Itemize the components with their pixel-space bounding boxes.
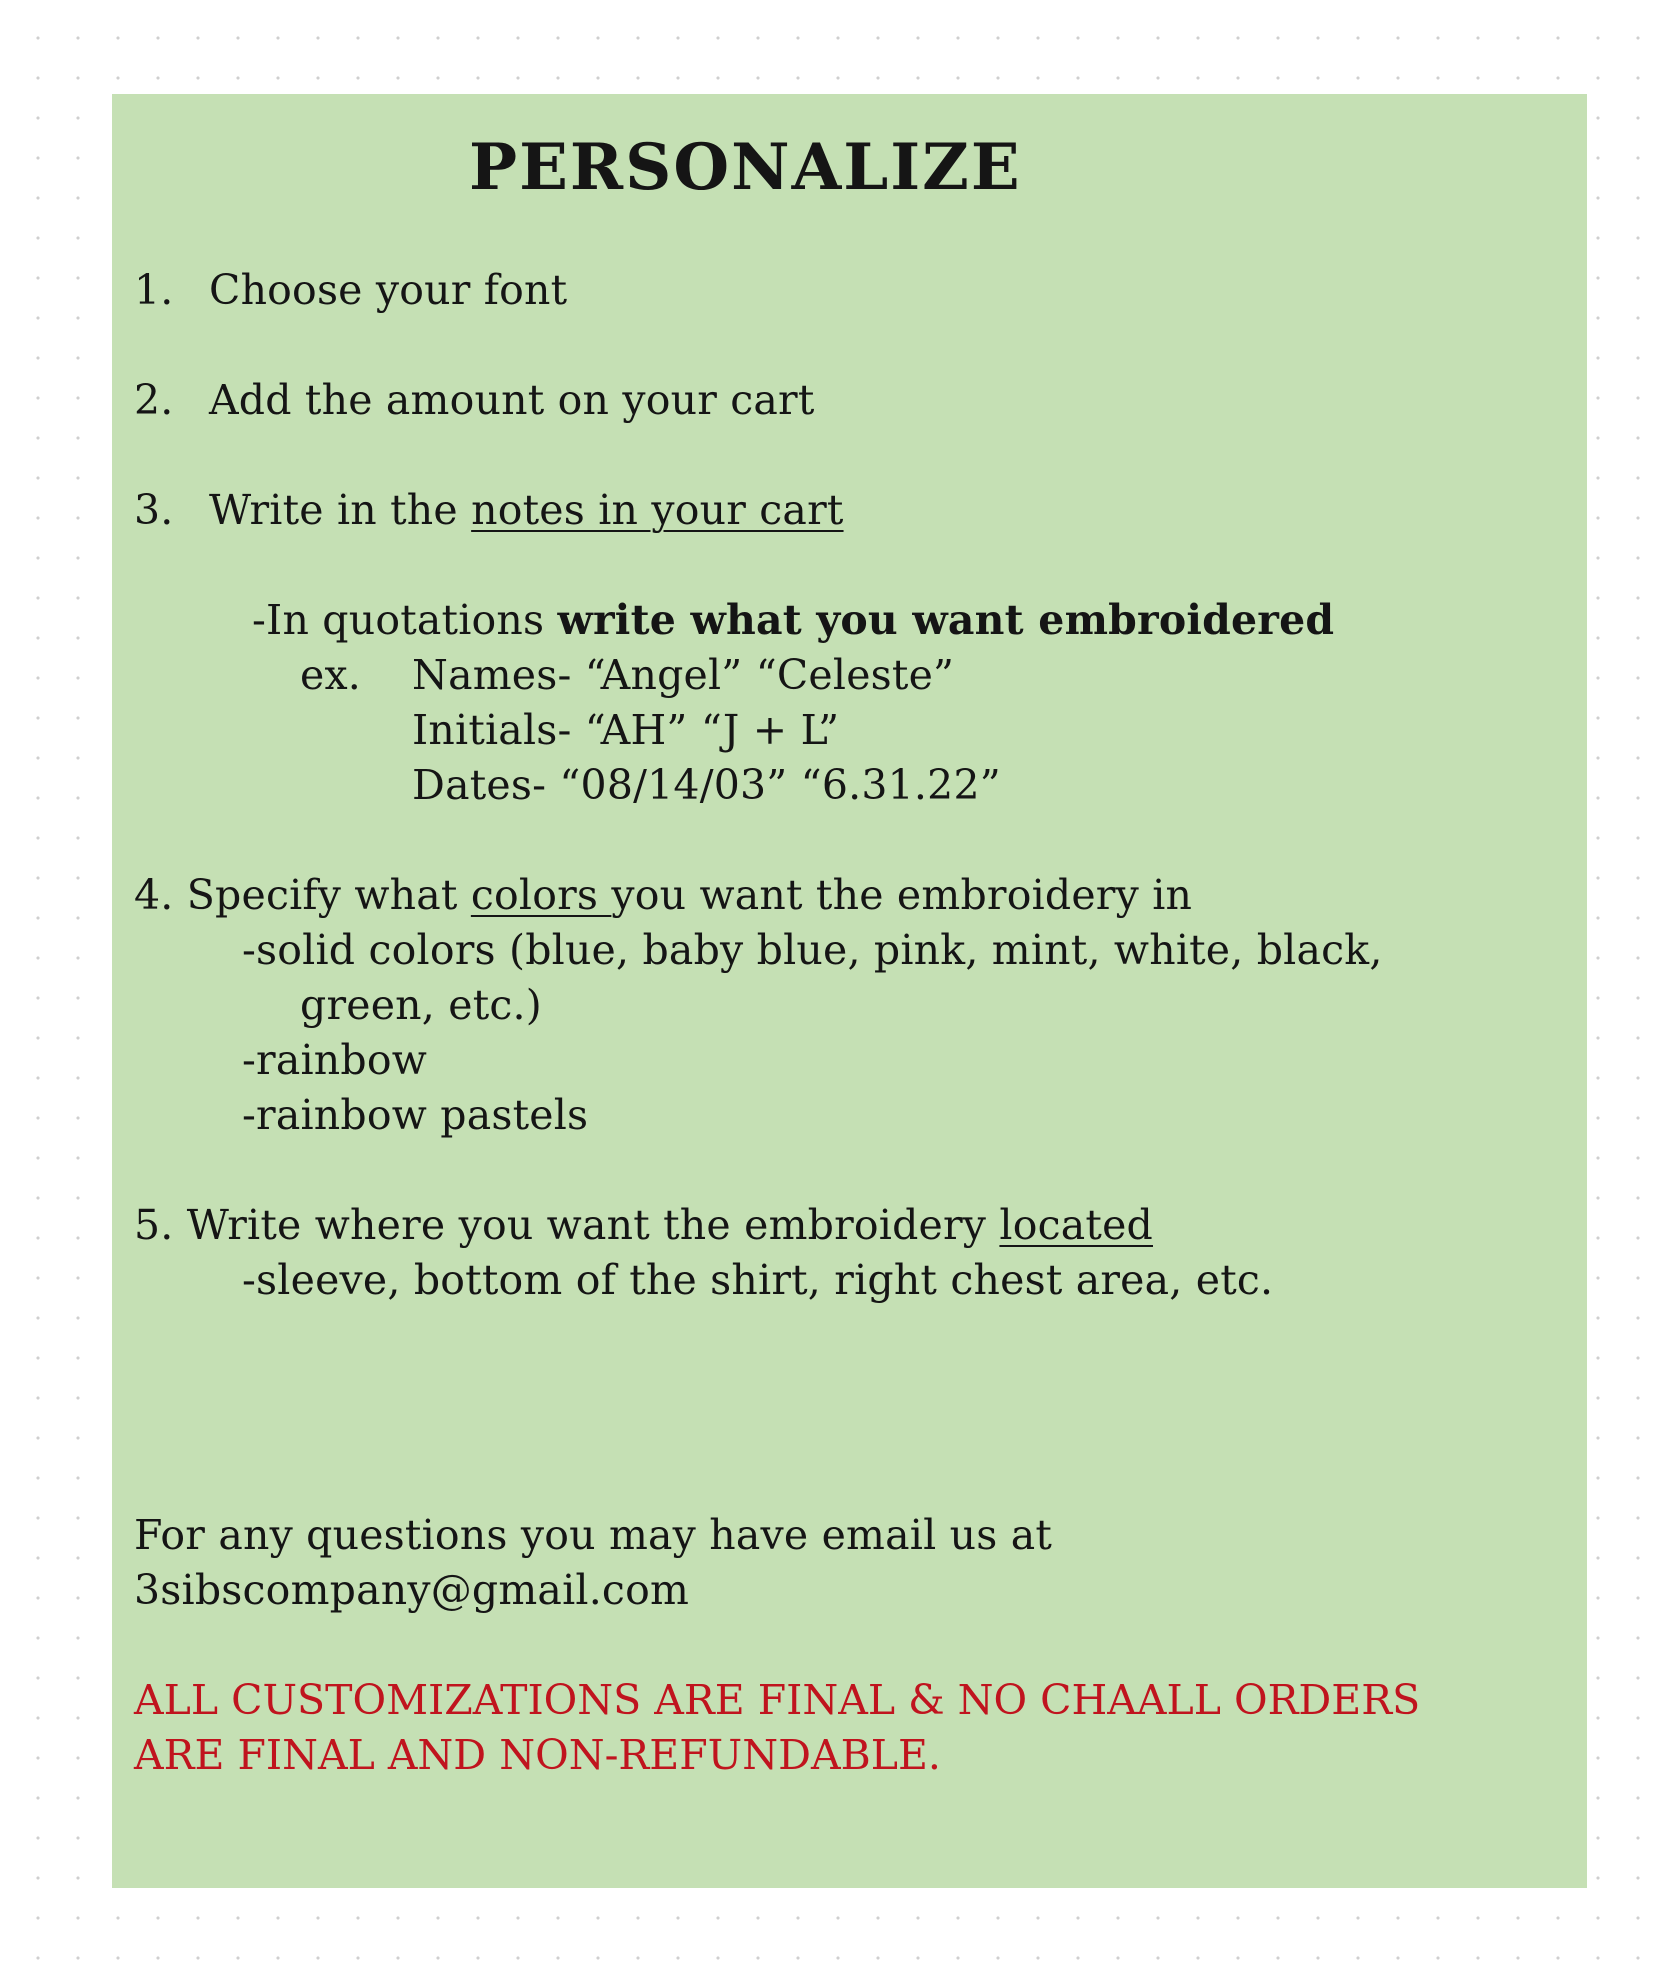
step-2-text: Add the amount on your cart [209,376,815,424]
contact-email: 3sibscompany@gmail.com [134,1566,690,1614]
disclaimer-line-1: ALL CUSTOMIZATIONS ARE FINAL & NO CHAALL ORDERS [134,1676,1421,1724]
location-options: -sleeve, bottom of the shirt, right chest area, etc. [242,1256,1274,1304]
notes-in-cart-text: notes in your cart [471,486,844,534]
step-4-text-post: you want the embroidery in [611,871,1193,919]
example-dates: Dates- “08/14/03” “6.31.22” [412,761,1001,809]
example-names: Names- “Angel” “Celeste” [412,651,955,699]
step-4-text [134,871,1193,919]
solid-colors-line-1: -solid colors (blue, baby blue, pink, mint, white, black, [242,926,1383,974]
step-5-text-pre: 5. Write where you want the embroidery [134,1201,1000,1249]
quotation-instruction [252,596,1335,644]
located-text: located [999,1201,1153,1249]
personalize-card [112,94,1587,1888]
step-1-text: Choose your font [209,266,568,314]
quotation-instruction-pre: -In quotations [252,596,558,644]
step-4-text-pre: 4. Specify what [134,871,471,919]
step-3-text [209,486,844,534]
step-5-text [134,1201,1153,1249]
solid-colors-line-2: green, etc.) [300,981,542,1029]
rainbow-option: -rainbow [242,1036,428,1084]
rainbow-pastels-option: -rainbow pastels [242,1091,589,1139]
step-2-number: 2. [134,376,174,424]
example-initials: Initials- “AH” “J + L” [412,706,840,754]
example-label: ex. [300,651,362,699]
colors-text: colors [470,871,612,919]
contact-line: For any questions you may have email us at [134,1511,1053,1559]
quotation-instruction-bold: write what you want embroidered [557,596,1335,644]
step-1-number: 1. [134,266,174,314]
disclaimer-line-2: ARE FINAL AND NON-REFUNDABLE. [134,1731,941,1779]
page-title: PERSONALIZE [469,130,1022,205]
step-3-text-pre: Write in the [209,486,472,534]
step-3-number: 3. [134,486,174,534]
